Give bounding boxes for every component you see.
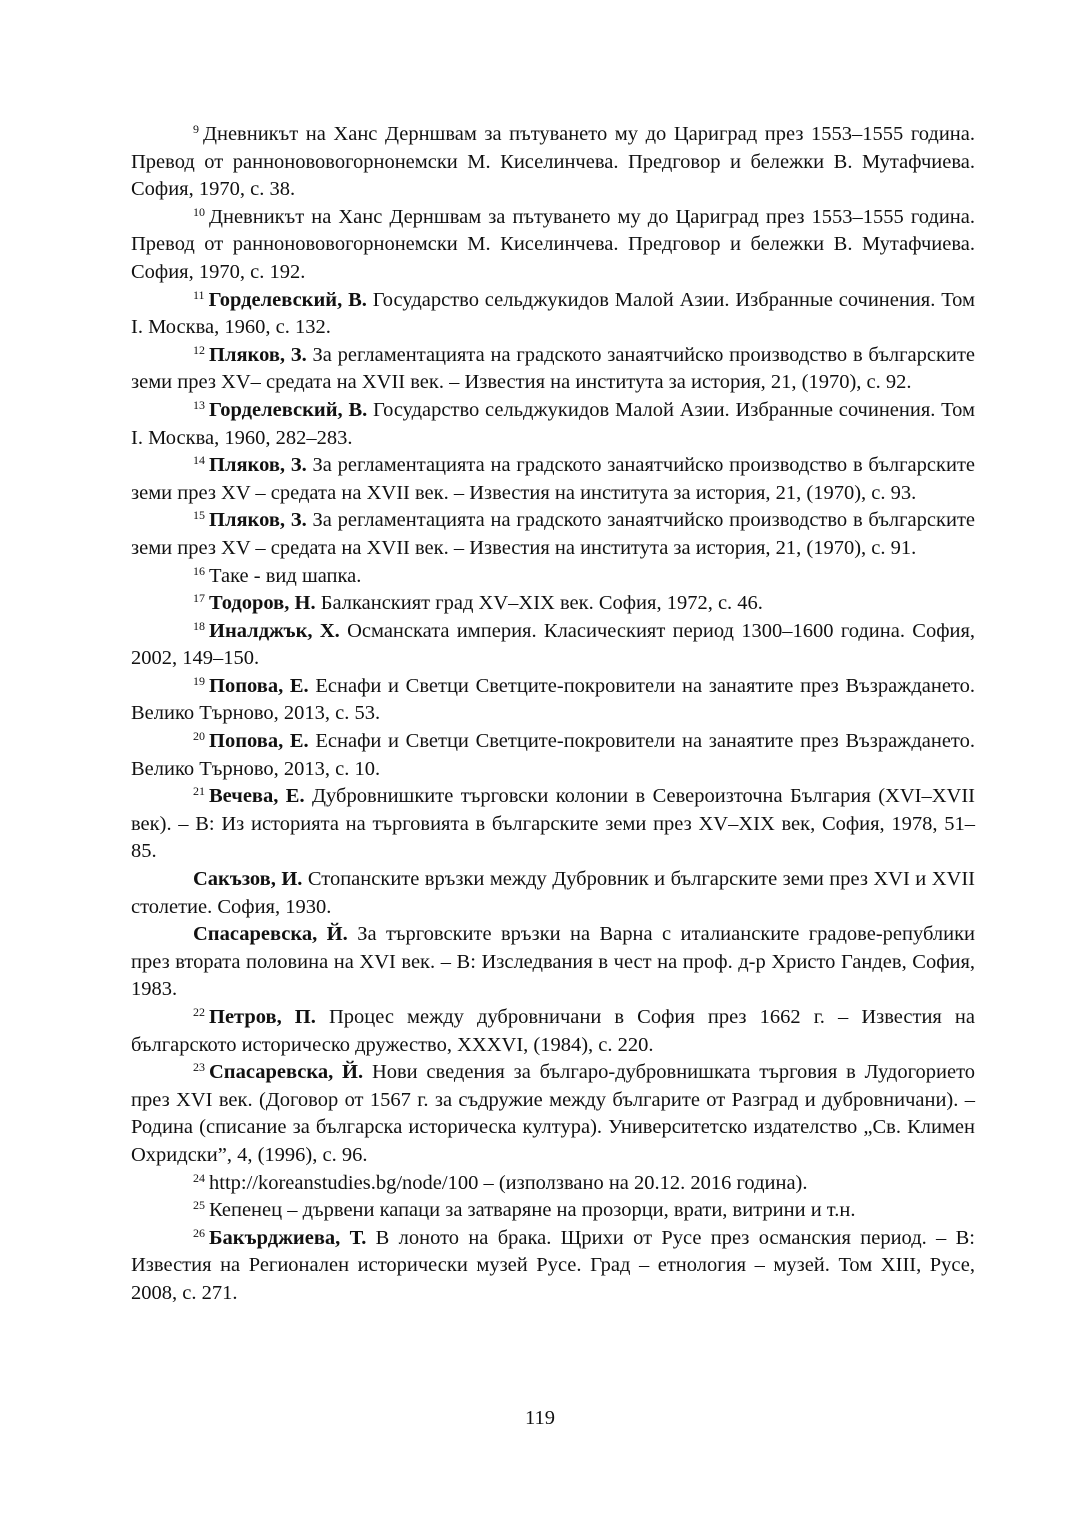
footnote [131,673,975,728]
footnote [131,1004,975,1059]
footnote-number: 13 [193,397,205,412]
footnote [131,1170,975,1198]
footnote-author: Горделевский, В. [208,288,367,311]
footnote-author: Бакърджиева, Т. [209,1226,367,1249]
footnote-text: За търговските връзки на Варна с италианските градове-републики през втората половина на XVI век. – В: Изследвания в чест на проф. д-р Христо Гандев, София, 1983. [131,923,975,1001]
footnote-text: За регламентацията на градското занаятчийско производство в българските земи през XV– средата на XVII век. – Известия на института за история, 21, (1970), с. 92. [131,343,975,394]
page-number: 119 [525,1407,555,1429]
footnote-number: 11 [193,287,205,302]
footnote-text: http://koreanstudies.bg/node/100 – (използвано на 20.12. 2016 година). [209,1171,808,1194]
footnote-author: Тодоров, Н. [209,592,316,615]
footnote [131,921,975,1004]
footnote-author: Пляков, З. [209,454,307,477]
footnote [131,563,975,591]
footnote [131,1225,975,1308]
footnote-number: 19 [193,673,205,688]
footnote-author: Спасаревска, Й. [193,923,348,946]
footnote [131,590,975,618]
footnote-number: 26 [193,1225,205,1240]
footnote-text: Дневникът на Ханс Дерншвам за пътуването му до Цариград през 1553–1555 година. Превод от раннонововогорнонемски М. Киселинчева. Предговор и бележки В. Мутафчиева. София, 1970, с. 38. [131,123,975,201]
footnote-author: Попова, Е. [209,730,309,753]
footnote-text: Стопанските връзки между Дубровник и българските земи през XVI и XVII столетие. София, 1930. [131,868,975,918]
footnote-text: Еснафи и Светци Светците-покровители на занаятите през Възраждането. Велико Търново, 2013, с. 10. [131,730,975,780]
footnote-number: 9 [193,122,199,136]
footnote-author: Сакъзов, И. [193,868,303,891]
footnote-author: Иналджък, Х. [209,619,340,642]
footnote-text: За регламентацията на градското занаятчийско производство в българските земи през XV – средата на XVII век. – Известия на института за история, 21, (1970), с. 91. [131,509,975,559]
footnote-number: 14 [193,453,205,468]
footnote-author: Попова, Е. [209,674,309,697]
footnote-text: Османската империя. Класическият период 1300–1600 година. София, 2002, 149–150. [131,619,975,670]
footnote-text: Таке - вид шапка. [209,564,362,587]
footnote-number: 12 [193,342,205,357]
footnote [131,342,975,397]
footnote-number: 21 [193,784,205,799]
footnote-author: Пляков, З. [209,343,307,366]
footnote [131,783,975,866]
footnote-author: Петров, П. [209,1006,316,1028]
footnote-author: Спасаревска, Й. [209,1061,364,1084]
footnote-text: Государство сельджукидов Малой Азии. Избранные сочинения. Том I. Москва, 1960, с. 132. [131,288,976,339]
footnote-author: Пляков, З. [209,509,307,532]
footnote-text: Процес между дубровничани в София през 1662 г. – Известия на българското историческо дружество, XXXVI, (1984), с. 220. [131,1006,976,1056]
footnote [131,1059,975,1169]
footnote-text: Дневникът на Ханс Дерншвам за пътуването му до Цариград през 1553–1555 година. Превод от раннонововогорнонемски М. Киселинчева. Предговор и бележки В. Мутафчиева. София, 1970, с. 192. [131,205,975,283]
footnote-number: 15 [193,508,205,523]
footnote-text: В лоното на брака. Щрихи от Русе през османския период. – В: Известия на Регионален исторически музей Русе. Град – етнология – музей. Том XIII, Русе, 2008, с. 271. [131,1226,975,1304]
footnote-number: 25 [193,1198,205,1213]
footnote-number: 17 [193,591,205,606]
footnote [131,204,975,287]
footnote [131,287,975,342]
footnote-number: 18 [193,618,205,633]
footnotes-section [131,121,975,1308]
footnote [131,507,975,562]
footnote [131,1197,975,1225]
footnote-author: Горделевский, В. [209,398,368,421]
footnote-text: За регламентацията на градското занаятчийско производство в българските земи през XV – средата на XVII век. – Известия на института за история, 21, (1970), с. 93. [131,454,975,504]
footnote-number: 22 [193,1005,205,1019]
footnote-number: 24 [193,1170,205,1185]
footnote-author: Вечева, Е. [209,785,305,808]
footnote-text: Дубровнишките търговски колонии в Североизточна България (XVI–XVII век). – В: Из историята на търговията в българските земи през XV–XIX век, София, 1978, 51–85. [131,785,976,863]
footnote-text: Государство сельджукидов Малой Азии. Избранные сочинения. Том I. Москва, 1960, 282–283. [131,398,975,449]
footnote-number: 23 [193,1060,205,1075]
footnote-text: Балканският град XV–XIX век. София, 1972, с. 46. [320,592,763,615]
footnote [131,397,975,452]
footnote [131,121,975,204]
footnote [131,452,975,507]
footnote [131,728,975,783]
footnote-text: Кепенец – дървени капаци за затваряне на прозорци, врати, витрини и т.н. [209,1199,856,1222]
footnote [131,866,975,921]
footnote-text: Еснафи и Светци Светците-покровители на занаятите през Възраждането. Велико Търново, 2013, с. 53. [131,674,975,725]
footnote-number: 20 [193,729,205,744]
footnote-number: 10 [193,204,205,219]
footnote-number: 16 [193,563,205,578]
footnote [131,618,975,673]
footnote-text: Нови сведения за българо-дубровнишката търговия в Лудогорието през XVI век. (Договор от 1567 г. за съдружие между българите от Разград и дубровничани). – Родина (списание за българска историческа култура). Университетско издателство „Св. Климен Охридски”, 4, (1996), с. 96. [131,1061,976,1166]
